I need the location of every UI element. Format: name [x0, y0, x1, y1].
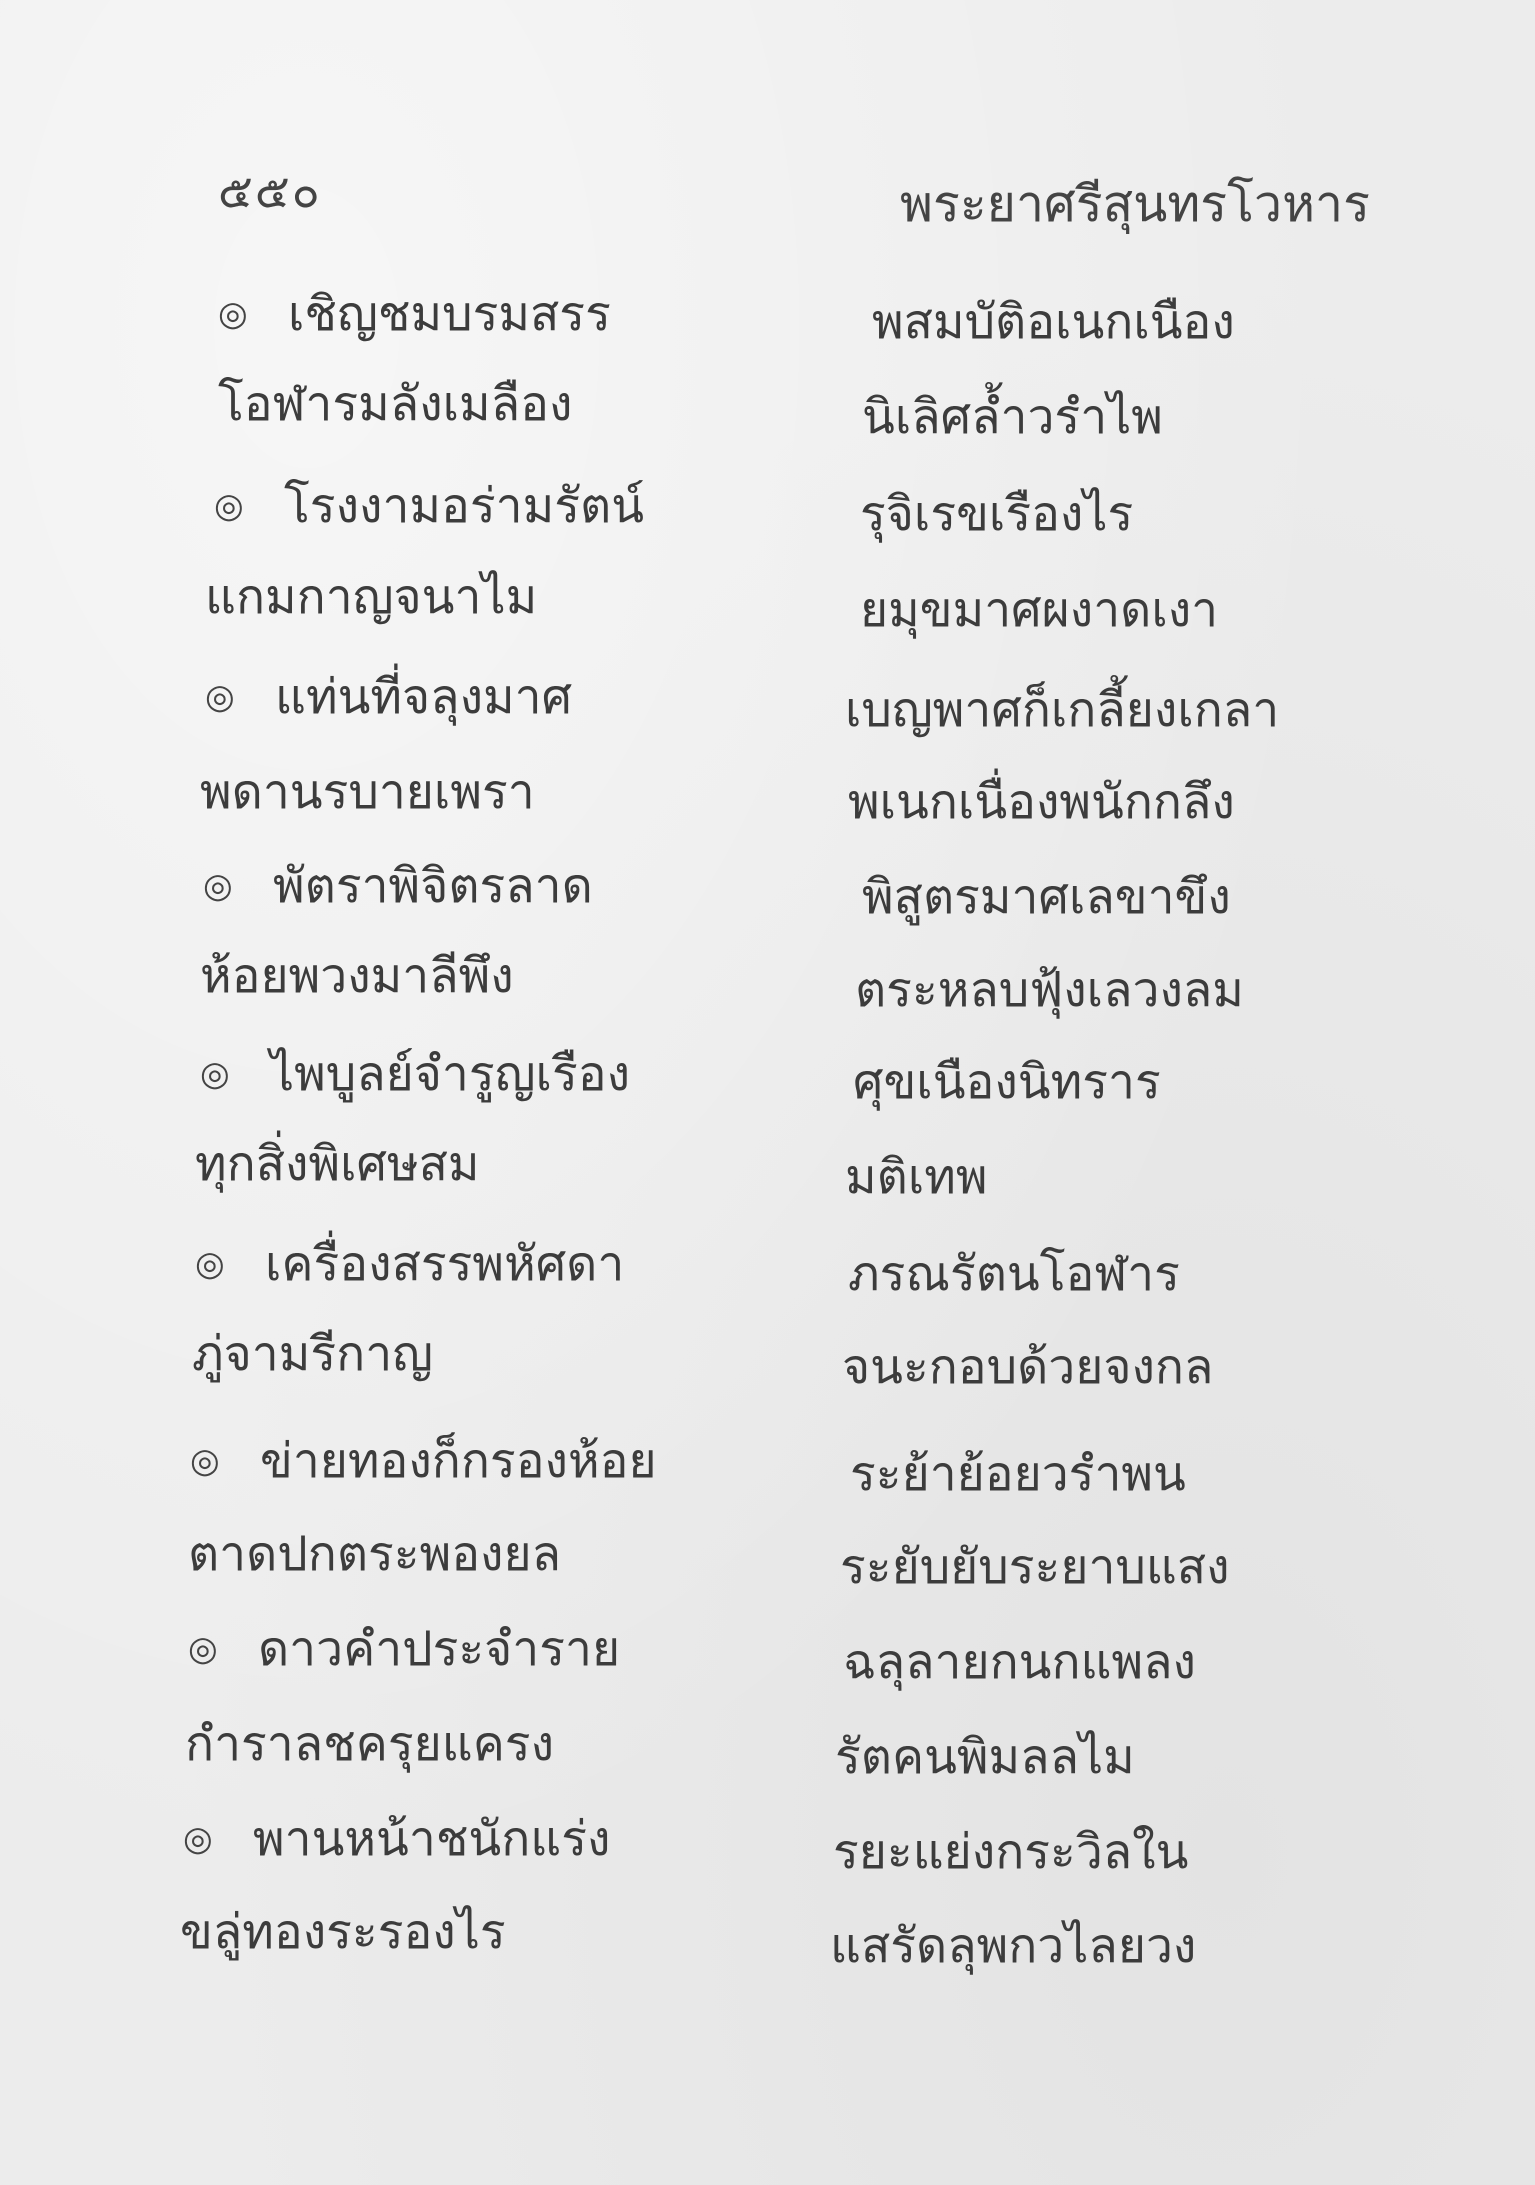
verse-line: จนะกอบด้วยจงกล	[842, 1339, 1214, 1395]
verse-text: ดาวคำประจำราย	[258, 1621, 621, 1677]
page-number: ๕๕๐	[218, 164, 322, 218]
verse-line: กำราลชครุยแครง	[185, 1716, 555, 1772]
verse-bullet-icon: ◎	[195, 1243, 225, 1284]
verse-bullet-icon: ◎	[203, 865, 233, 906]
verse-line: ห้อยพวงมาลีพึง	[200, 948, 514, 1004]
verse-text: เครื่องสรรพหัศดา	[265, 1236, 625, 1292]
verse-line: มติเทพ	[845, 1149, 988, 1205]
verse-bullet-icon: ◎	[205, 676, 235, 717]
verse-text: พานหน้าชนักแร่ง	[253, 1811, 611, 1867]
verse-line: โอฬารมลังเมลือง	[218, 376, 573, 432]
verse-line: พเนกเนื่องพนักกลึง	[848, 774, 1235, 830]
verse-line	[195, 1236, 625, 1292]
verse-text: ข่ายทองก็กรองห้อย	[260, 1433, 657, 1489]
verse-line: พสมบัติอเนกเนือง	[872, 294, 1235, 350]
verse-line: ตาดปกตระพองยล	[188, 1526, 562, 1582]
verse-line	[183, 1811, 611, 1867]
verse-line: แกมกาญจนาไม	[205, 569, 538, 625]
verse-line	[188, 1621, 621, 1677]
verse-bullet-icon: ◎	[190, 1440, 220, 1481]
verse-line: ฉลุลายกนกแพลง	[843, 1634, 1196, 1690]
verse-bullet-icon: ◎	[218, 293, 248, 334]
verse-line: ภู่จามรีกาญ	[192, 1326, 434, 1382]
verse-line: ทุกสิ่งพิเศษสม	[195, 1136, 480, 1192]
verse-text: โรงงามอร่ามรัตน์	[284, 478, 644, 534]
verse-line: ตระหลบฟุ้งเลวงลม	[855, 962, 1244, 1018]
verse-text: ไพบูลย์จำรูญเรือง	[270, 1046, 630, 1102]
verse-line	[190, 1433, 657, 1489]
verse-bullet-icon: ◎	[200, 1053, 230, 1094]
verse-line: ยมุขมาศผงาดเงา	[860, 582, 1219, 638]
verse-text: แท่นที่จลุงมาศ	[275, 669, 573, 725]
verse-line: ขลู่ทองระรองไร	[180, 1904, 506, 1960]
verse-line: รุจิเรขเรืองไร	[860, 486, 1134, 542]
verse-bullet-icon: ◎	[188, 1628, 218, 1669]
verse-line: ระยับยับระยาบแสง	[840, 1539, 1230, 1595]
verse-line: ระย้าย้อยวรำพน	[850, 1446, 1186, 1502]
running-head: พระยาศรีสุนทรโวหาร	[900, 175, 1370, 233]
verse-line: เบญพาศก็เกลี้ยงเกลา	[845, 682, 1280, 738]
verse-line: พิสูตรมาศเลขาขึง	[862, 869, 1231, 925]
verse-line: ศุขเนืองนิทราร	[853, 1054, 1161, 1110]
verse-line: รยะแย่งกระวิลใน	[833, 1824, 1189, 1880]
verse-text: พัตราพิจิตรลาด	[273, 858, 593, 914]
verse-bullet-icon: ◎	[183, 1818, 213, 1859]
verse-line	[218, 286, 611, 342]
verse-line: รัตคนพิมลลไม	[835, 1729, 1135, 1785]
verse-line: แสรัดลุพกวไลยวง	[830, 1918, 1197, 1974]
verse-text: เชิญชมบรมสรร	[288, 286, 611, 342]
verse-line: พดานรบายเพรา	[200, 764, 535, 820]
verse-line	[203, 858, 593, 914]
verse-line: ภรณรัตนโอฬาร	[848, 1246, 1180, 1302]
verse-bullet-icon: ◎	[214, 485, 244, 526]
verse-line: นิเลิศล้ำวรำไพ	[862, 389, 1163, 445]
verse-line	[200, 1046, 630, 1102]
verse-line	[214, 478, 644, 534]
verse-line	[205, 669, 573, 725]
